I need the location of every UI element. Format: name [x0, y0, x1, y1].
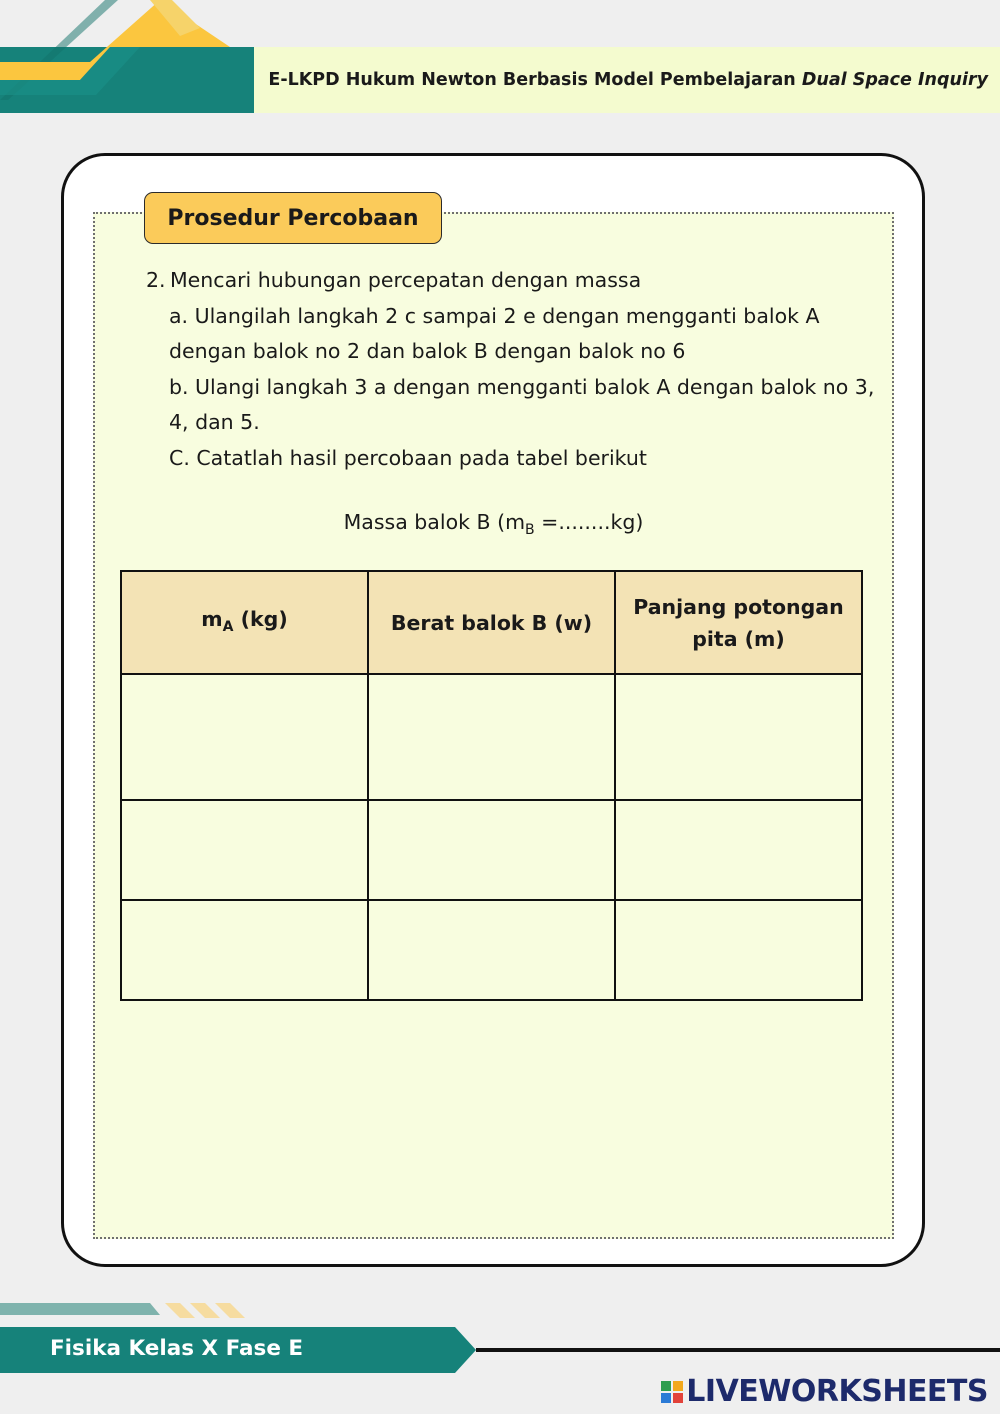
- liveworksheets-brand[interactable]: [661, 1374, 988, 1409]
- footer-label: Fisika Kelas X Fase E: [50, 1336, 304, 1361]
- procedure-title: Mencari hubungan percepatan dengan massa: [170, 268, 642, 292]
- table-cell[interactable]: [615, 900, 862, 1000]
- table-header-row: [121, 571, 862, 674]
- table-cell[interactable]: [121, 900, 368, 1000]
- procedure-step-b: b. Ulangi langkah 3 a dengan mengganti balok A dengan balok no 3, 4, dan 5.: [169, 374, 875, 434]
- header-weight-b: Berat balok B (w): [368, 571, 615, 674]
- footer-divider: [476, 1348, 1000, 1352]
- liveworksheets-logo-icon: [661, 1381, 683, 1403]
- header-tape-length: Panjang potongan pita (m): [615, 571, 862, 674]
- brand-text: LIVEWORKSHEETS: [686, 1374, 988, 1409]
- table-cell[interactable]: [615, 800, 862, 900]
- header-mass-a: $m_A$ (kg): [121, 571, 368, 674]
- table-cell[interactable]: [368, 900, 615, 1000]
- table-cell[interactable]: [121, 800, 368, 900]
- procedure-number: 2.: [146, 268, 166, 292]
- table-row: [121, 900, 862, 1000]
- table-cell[interactable]: [121, 674, 368, 800]
- procedure-step-a: a. Ulangilah langkah 2 c sampai 2 e dengan mengganti balok A dengan balok no 2 dan balok B dengan balok no 6: [169, 303, 820, 363]
- procedure-text: [146, 263, 886, 476]
- table-row: [121, 674, 862, 800]
- table-cell[interactable]: [615, 674, 862, 800]
- header-decoration: [0, 0, 260, 116]
- document-header: [254, 47, 1000, 113]
- procedure-heading: [146, 263, 886, 299]
- table-cell[interactable]: [368, 800, 615, 900]
- section-tag: Prosedur Percobaan: [144, 192, 442, 244]
- results-table: [120, 570, 863, 1001]
- procedure-step-c: C. Catatlah hasil percobaan pada tabel berikut: [169, 445, 647, 470]
- table-cell[interactable]: [368, 674, 615, 800]
- mass-caption: Massa balok B $(m_B =........kg)$: [343, 510, 644, 538]
- header-title: E-LKPD Hukum Newton Berbasis Model Pembelajaran Dual Space Inquiry: [268, 70, 988, 90]
- table-row: [121, 800, 862, 900]
